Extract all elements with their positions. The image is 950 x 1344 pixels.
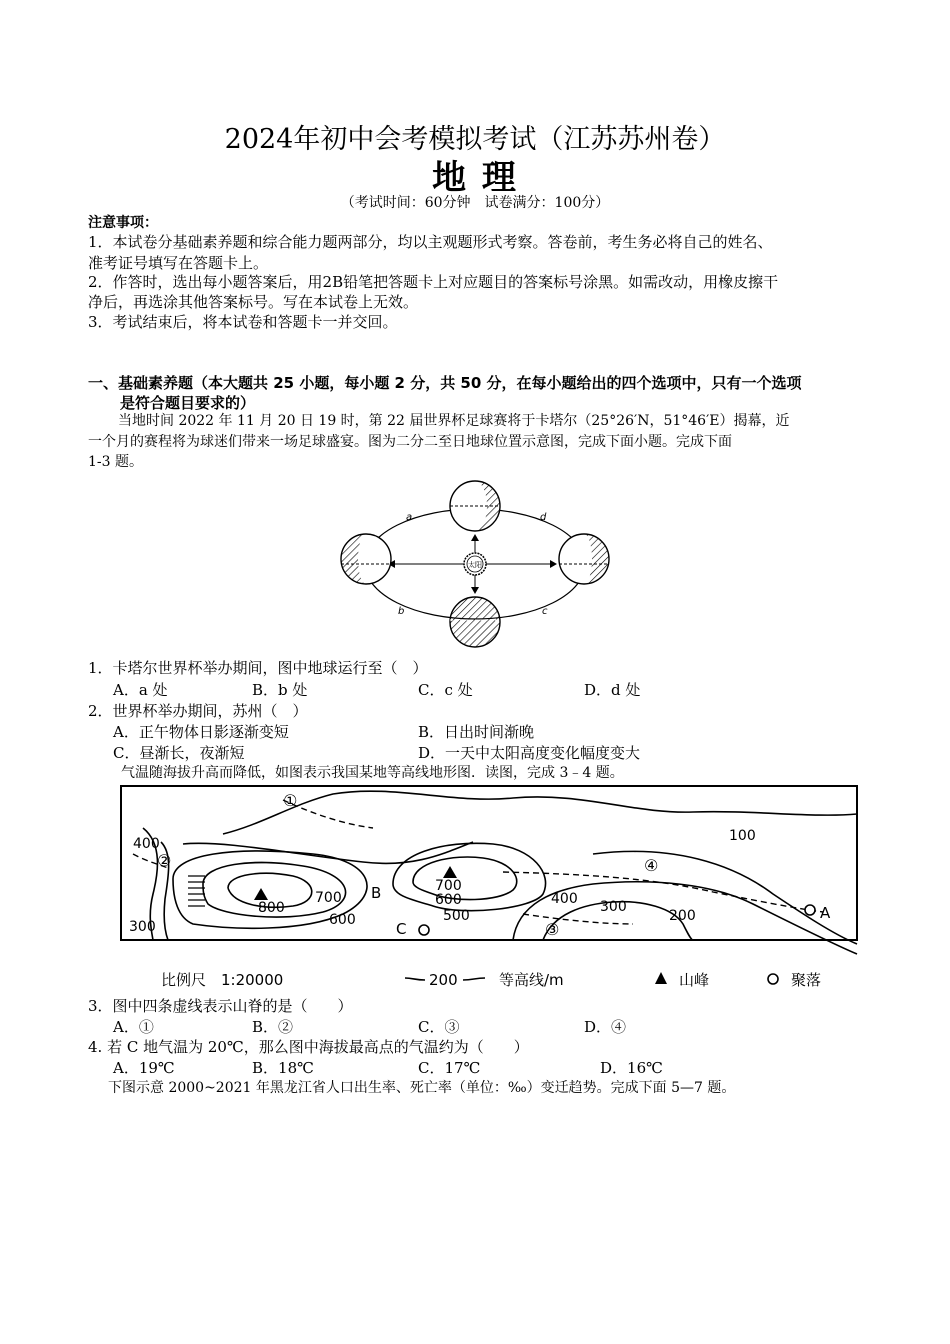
intro-line: 当地时间 2022 年 11 月 20 日 19 时，第 22 届世界杯足球赛将于卡塔尔（25°26′N，51°46′E）揭幕，近 (118, 413, 790, 429)
point-label-b: B (371, 884, 382, 902)
intro-line: 一个月的赛程将为球迷们带来一场足球盛宴。图为二分二至日地球位置示意图，完成下面小题。完成下面 (88, 434, 732, 450)
contour-label: 800 (258, 900, 285, 916)
orbit-label-d: d (540, 512, 547, 523)
exam-title: 2024年初中会考模拟考试（江苏苏州卷） (224, 124, 726, 155)
question-2-stem: 2．世界杯举办期间，苏州（ ） (88, 702, 308, 720)
q1-option-b[interactable]: B．b 处 (252, 681, 308, 699)
contour-label: 600 (329, 912, 356, 928)
legend-settlement-text: 聚落 (791, 971, 822, 989)
earth-left (341, 534, 391, 584)
contour-label: 300 (600, 899, 627, 915)
q4-option-c[interactable]: C．17℃ (418, 1059, 481, 1077)
legend-scale: 比例尺 1:20000 (161, 971, 284, 989)
contour-label: 500 (443, 908, 470, 924)
q4-option-d[interactable]: D．16℃ (600, 1059, 663, 1077)
contour-label: 700 (435, 878, 462, 894)
ridge-marker-4: ④ (644, 856, 659, 875)
contour-label: 700 (315, 890, 342, 906)
contour-label: 400 (551, 891, 578, 907)
q4-option-a[interactable]: A．19℃ (113, 1059, 175, 1077)
sun-icon (464, 553, 486, 575)
notice-heading: 注意事项： (88, 215, 158, 231)
q1-option-d[interactable]: D．d 处 (584, 681, 641, 699)
legend-contour-text: 等高线/m (499, 971, 564, 989)
point-label-a: A (820, 904, 831, 922)
q2-option-b[interactable]: B．日出时间渐晚 (418, 723, 535, 741)
section-heading-cont: 是符合题目要求的） (120, 394, 256, 412)
exam-info: （考试时间：60分钟 试卷满分：100分） (340, 195, 610, 211)
q2-option-c[interactable]: C．昼渐长，夜渐短 (113, 744, 245, 762)
contour-label: 600 (435, 892, 462, 908)
q4-option-b[interactable]: B．18℃ (252, 1059, 314, 1077)
intro-5-7: 下图示意 2000~2021 年黑龙江省人口出生率、死亡率（单位：‰）变迁趋势。完成下面 5—7 题。 (108, 1080, 736, 1096)
q1-option-a[interactable]: A．a 处 (113, 681, 168, 699)
settlement-icon (805, 905, 815, 915)
earth-bottom (450, 597, 500, 647)
q3-option-c[interactable]: C．③ (418, 1018, 460, 1036)
point-label-c: C (396, 920, 407, 938)
contour-label: 300 (129, 919, 156, 935)
earth-orbit-diagram (330, 474, 620, 654)
q2-option-a[interactable]: A．正午物体日影逐渐变短 (113, 723, 289, 741)
notice-line: 3．考试结束后，将本试卷和答题卡一并交回。 (88, 313, 398, 331)
q1-option-c[interactable]: C．c 处 (418, 681, 473, 699)
legend-peak-text: 山峰 (679, 971, 710, 989)
orbit-label-c: c (542, 606, 548, 617)
q3-option-d[interactable]: D．④ (584, 1018, 627, 1036)
sun-label: 太阳 (468, 561, 482, 569)
orbit-label-b: b (398, 606, 405, 617)
contour-label: 400 (133, 836, 160, 852)
question-3-stem: 3．图中四条虚线表示山脊的是（ ） (88, 997, 353, 1015)
notice-line: 2．作答时，选出每小题答案后，用2B铅笔把答题卡上对应题目的答案标号涂黑。如需改动，用橡皮擦干 (88, 273, 779, 291)
legend-contour-value: 200 (429, 971, 458, 989)
ridge-marker-3: ③ (545, 920, 560, 939)
intro-3-4: 气温随海拔升高而降低，如图表示我国某地等高线地形图．读图，完成 3﹣4 题。 (121, 765, 624, 781)
ridge-marker-2: ② (157, 851, 172, 870)
contour-label: 100 (729, 828, 756, 844)
orbit-label-a: a (406, 512, 413, 523)
notice-line: 准考证号填写在答题卡上。 (88, 254, 269, 272)
contour-map (113, 784, 863, 992)
legend-settlement-icon (768, 974, 778, 984)
intro-line: 1-3 题。 (88, 454, 143, 470)
question-1-stem: 1．卡塔尔世界杯举办期间，图中地球运行至（ ） (88, 659, 428, 677)
notice-line: 1．本试卷分基础素养题和综合能力题两部分，均以主观题形式考察。答卷前，考生务必将自己的姓名、 (88, 233, 773, 251)
q3-option-b[interactable]: B．② (252, 1018, 294, 1036)
contour-label: 200 (669, 908, 696, 924)
earth-top (450, 481, 500, 531)
earth-right (559, 534, 609, 584)
notice-line: 净后，再选涂其他答案标号。写在本试卷上无效。 (88, 293, 419, 311)
question-4-stem: 4. 若 C 地气温为 20℃，那么图中海拔最高点的气温约为（ ） (88, 1038, 529, 1056)
ridge-marker-1: ① (283, 791, 298, 810)
settlement-icon (419, 925, 429, 935)
q3-option-a[interactable]: A．① (113, 1018, 154, 1036)
section-heading: 一、基础素养题（本大题共 25 小题，每小题 2 分，共 50 分，在每小题给出的四个选项中，只有一个选项 (88, 374, 802, 392)
q2-option-d[interactable]: D．一天中太阳高度变化幅度变大 (418, 744, 641, 762)
subject-title: 地 理 (432, 158, 518, 198)
